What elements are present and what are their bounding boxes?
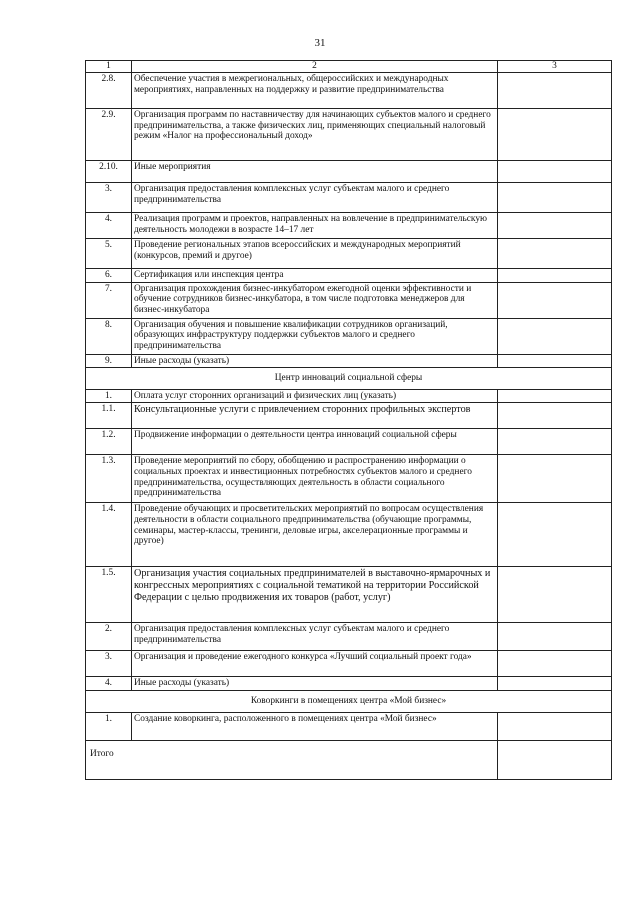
table-row	[86, 73, 612, 109]
row-number: 1.5.	[86, 567, 132, 623]
row-number: 6.	[86, 269, 132, 283]
total-row	[86, 740, 612, 779]
row-value	[498, 269, 612, 283]
row-number: 1.2.	[86, 429, 132, 455]
row-value	[498, 239, 612, 269]
table-row	[86, 109, 612, 161]
row-value	[498, 651, 612, 677]
table-row	[86, 677, 612, 691]
row-description: Иные расходы (указать)	[132, 354, 498, 368]
table-row	[86, 712, 612, 740]
section-coworking	[86, 690, 612, 712]
row-description: Проведение региональных этапов всероссийских и международных мероприятий (конкурсов, премий и другое)	[132, 239, 498, 269]
table-row	[86, 354, 612, 368]
row-description: Консультационные услуги с привлечением сторонних профильных экспертов	[132, 403, 498, 429]
table-row	[86, 651, 612, 677]
row-number: 2.	[86, 623, 132, 651]
row-number: 1.1.	[86, 403, 132, 429]
row-description: Сертификация или инспекция центра	[132, 269, 498, 283]
row-description: Организация участия социальных предпринимателей в выставочно-ярмарочных и конгрессных мероприятиях с социальной тематикой на территории Российской Федерации с целью продвижения их товаров (работ, услуг)	[132, 567, 498, 623]
row-description: Иные мероприятия	[132, 161, 498, 183]
table-row	[86, 389, 612, 403]
row-description: Проведение обучающих и просветительских мероприятий по вопросам осуществления деятельности в области социального предпринимательства (обучающие программы, семинары, мастер-классы, тренинги, деловые игры, акселерационные программы и другое)	[132, 503, 498, 567]
row-value	[498, 389, 612, 403]
table-row	[86, 239, 612, 269]
row-description: Обеспечение участия в межрегиональных, общероссийских и международных мероприятиях, направленных на поддержку и развитие предпринимательства	[132, 73, 498, 109]
row-number: 2.10.	[86, 161, 132, 183]
row-value	[498, 183, 612, 213]
row-description: Оплата услуг сторонних организаций и физических лиц (указать)	[132, 389, 498, 403]
row-value	[498, 712, 612, 740]
row-number: 3.	[86, 183, 132, 213]
row-description: Организация предоставления комплексных услуг субъектам малого и среднего предпринимательства	[132, 623, 498, 651]
section-title: Коворкинги в помещениях центра «Мой бизнес»	[86, 690, 612, 712]
row-description: Организация предоставления комплексных услуг субъектам малого и среднего предпринимательства	[132, 183, 498, 213]
budget-table	[85, 60, 612, 780]
row-number: 4.	[86, 213, 132, 239]
row-description: Проведение мероприятий по сбору, обобщению и распространению информации о социальных проектах и инвестиционных потребностях субъектов малого и среднего предпринимательства, осуществляющих деятельность в области социального предпринимательства	[132, 455, 498, 503]
row-description: Реализация программ и проектов, направленных на вовлечение в предпринимательскую деятельность молодежи в возрасте 14–17 лет	[132, 213, 498, 239]
row-value	[498, 429, 612, 455]
row-number: 5.	[86, 239, 132, 269]
row-value	[498, 567, 612, 623]
row-number: 3.	[86, 651, 132, 677]
table-row	[86, 183, 612, 213]
row-value	[498, 677, 612, 691]
table-row	[86, 455, 612, 503]
total-label: Итого	[86, 740, 498, 779]
table-row	[86, 213, 612, 239]
row-value	[498, 161, 612, 183]
table-header-row	[86, 61, 612, 73]
row-value	[498, 354, 612, 368]
row-number: 4.	[86, 677, 132, 691]
row-number: 8.	[86, 318, 132, 354]
page-number: 31	[314, 37, 326, 49]
row-value	[498, 623, 612, 651]
table-row	[86, 282, 612, 318]
row-value	[498, 403, 612, 429]
total-value	[498, 740, 612, 779]
row-number: 2.8.	[86, 73, 132, 109]
row-value	[498, 282, 612, 318]
table-row	[86, 623, 612, 651]
row-value	[498, 73, 612, 109]
header-col-1: 1	[86, 61, 132, 73]
table-row	[86, 269, 612, 283]
row-description: Организация программ по наставничеству для начинающих субъектов малого и среднего предпринимательства, а также физических лиц, применяющих специальный налоговый режим «Налог на профессиональный доход»	[132, 109, 498, 161]
row-description: Продвижение информации о деятельности центра инноваций социальной сферы	[132, 429, 498, 455]
table-row	[86, 403, 612, 429]
header-col-2: 2	[132, 61, 498, 73]
row-number: 1.	[86, 389, 132, 403]
row-description: Организация обучения и повышение квалификации сотрудников организаций, образующих инфраструктуру поддержки субъектов малого и среднего предпринимательства	[132, 318, 498, 354]
row-description: Создание коворкинга, расположенного в помещениях центра «Мой бизнес»	[132, 712, 498, 740]
row-description: Иные расходы (указать)	[132, 677, 498, 691]
row-value	[498, 109, 612, 161]
row-number: 1.	[86, 712, 132, 740]
table-row	[86, 161, 612, 183]
section-social-innovation	[86, 368, 612, 390]
table-row	[86, 567, 612, 623]
section-title: Центр инноваций социальной сферы	[86, 368, 612, 390]
row-value	[498, 455, 612, 503]
table-row	[86, 503, 612, 567]
table-row	[86, 318, 612, 354]
row-number: 2.9.	[86, 109, 132, 161]
row-number: 7.	[86, 282, 132, 318]
row-value	[498, 503, 612, 567]
row-value	[498, 318, 612, 354]
row-description: Организация и проведение ежегодного конкурса «Лучший социальный проект года»	[132, 651, 498, 677]
row-number: 1.3.	[86, 455, 132, 503]
row-value	[498, 213, 612, 239]
row-number: 9.	[86, 354, 132, 368]
table-row	[86, 429, 612, 455]
header-col-3: 3	[498, 61, 612, 73]
row-description: Организация прохождения бизнес-инкубатором ежегодной оценки эффективности и обучение сотрудников бизнес-инкубатора, в том числе подготовка менеджеров для бизнес-инкубатора	[132, 282, 498, 318]
row-number: 1.4.	[86, 503, 132, 567]
